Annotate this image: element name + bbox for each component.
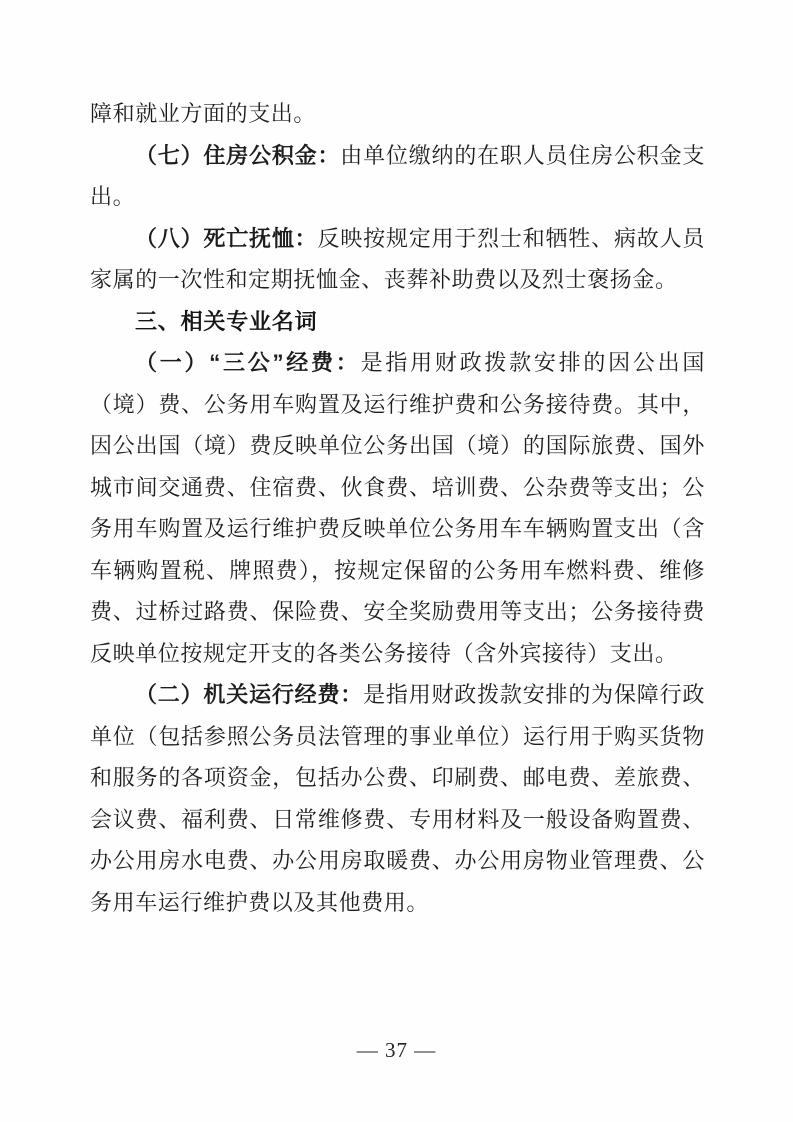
term-1-body: 是指用财政拨款安排的因公出国（境）费、公务用车购置及运行维护费和公务接待费。其中，因公出国（境）费反映单位公务出国（境）的国际旅费、国外城市间交通费、住宿费、伙食费、培训费、公杂费等支出；公务用车购置及运行维护费反映单位公务用车车辆购置支出（含车辆购置税、牌照费），按规定保留的公务用车燃料费、维修费、过桥过路费、保险费、安全奖励费用等支出；公务接待费反映单位按规定开支的各类公务接待（含外宾接待）支出。	[90, 350, 705, 666]
term-2-lead: （二）机关运行经费：	[135, 682, 364, 707]
paragraph-item-7	[90, 135, 705, 218]
term-1-lead: （一）“三公”经费：	[135, 350, 361, 375]
page-footer	[0, 1038, 793, 1063]
item-7-lead: （七）住房公积金：	[135, 142, 341, 168]
paragraph-term-1	[90, 342, 705, 674]
page-number: — 37 —	[356, 1038, 437, 1062]
paragraph-continuation	[90, 93, 705, 135]
page-content	[90, 93, 705, 923]
item-8-body: 反映按规定用于烈士和牺牲、病故人员家属的一次性和定期抚恤金、丧葬补助费以及烈士褒扬金。	[90, 225, 705, 292]
term-2-body: 是指用财政拨款安排的为保障行政单位（包括参照公务员法管理的事业单位）运行用于购买货物和服务的各项资金，包括办公费、印刷费、邮电费、差旅费、会议费、福利费、日常维修费、专用材料及一般设备购置费、办公用房水电费、办公用房取暖费、办公用房物业管理费、公务用车运行维护费以及其他费用。	[90, 682, 705, 915]
item-7-body: 由单位缴纳的在职人员住房公积金支出。	[90, 142, 705, 209]
paragraph-text: 障和就业方面的支出。	[90, 101, 317, 126]
item-8-lead: （八）死亡抚恤：	[135, 225, 318, 251]
section-heading: 三、相关专业名词	[135, 308, 318, 334]
paragraph-item-8	[90, 218, 705, 301]
paragraph-term-2	[90, 674, 705, 923]
